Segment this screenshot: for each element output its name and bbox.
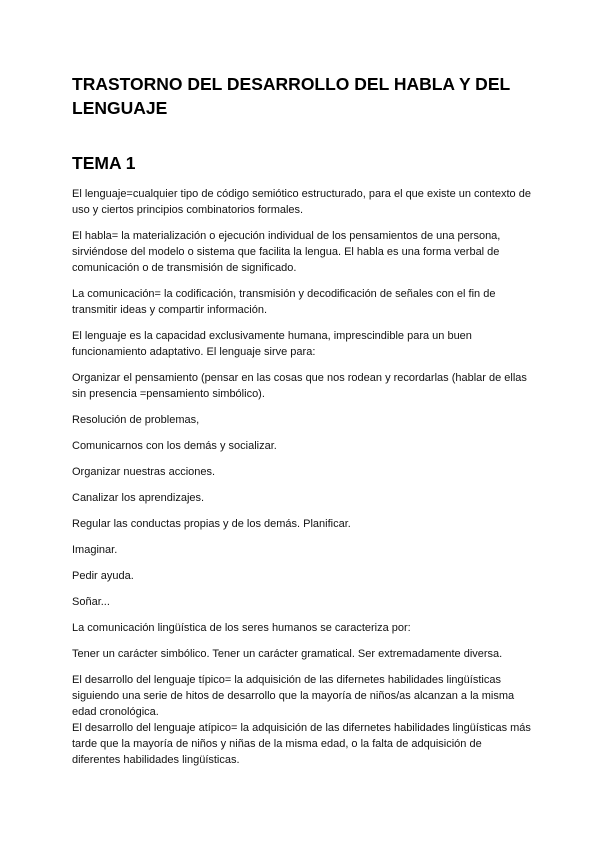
- paragraph-resolucion-problemas: Resolución de problemas,: [72, 414, 200, 426]
- document-title: TRASTORNO DEL DESARROLLO DEL HABLA Y DEL LENGUAJE: [72, 74, 510, 118]
- document-page: [72, 72, 532, 778]
- paragraph-comunicacion-definition: La comunicación= la codificación, transmisión y decodificación de señales con el fin de transmitir ideas y compartir información.: [72, 288, 496, 316]
- paragraph-organizar-acciones: Organizar nuestras acciones.: [72, 466, 216, 478]
- paragraph-comunicacion-linguistica: La comunicación lingüística de los seres humanos se caracteriza por:: [72, 622, 411, 634]
- paragraph-habla-definition: El habla= la materialización o ejecución individual de los pensamientos de una persona, sirviéndose del modelo o sistema que facilita la lengua. El habla es una forma verbal de comunicación o de transmisión de significado.: [72, 230, 501, 274]
- paragraph-organizar-pensamiento: Organizar el pensamiento (pensar en las cosas que nos rodean y recordarlas (hablar de ellas sin presencia =pensamiento simbólico).: [72, 372, 527, 400]
- paragraph-sonar: Soñar...: [72, 596, 110, 608]
- paragraph-pedir-ayuda: Pedir ayuda.: [72, 570, 134, 582]
- paragraph-imaginar: Imaginar.: [72, 544, 118, 556]
- paragraph-regular-conductas: Regular las conductas propias y de los demás. Planificar.: [72, 518, 351, 530]
- paragraph-caracteristicas: Tener un carácter simbólico. Tener un carácter gramatical. Ser extremadamente diversa.: [72, 648, 503, 660]
- paragraph-canalizar-aprendizajes: Canalizar los aprendizajes.: [72, 492, 205, 504]
- paragraph-desarrollo-tipico: El desarrollo del lenguaje típico= la adquisición de las difernetes habilidades lingüísticas siguiendo una serie de hitos de desarrollo que la mayoría de niños/as alcanzan a la misma edad cronológica.: [72, 674, 515, 718]
- paragraph-lenguaje-definition: El lenguaje=cualquier tipo de código semiótico estructurado, para el que existe un contexto de uso y ciertos principios combinatorios formales.: [72, 188, 531, 216]
- paragraph-desarrollo-atipico: El desarrollo del lenguaje atípico= la adquisición de las difernetes habilidades lingüísticas más tarde que la mayoría de niños y niñas de la misma edad, o la falta de adquisición de diferentes habilidades lingüísticas.: [72, 722, 531, 766]
- section-title: TEMA 1: [72, 153, 136, 173]
- paragraph-lenguaje-capacidad: El lenguaje es la capacidad exclusivamente humana, imprescindible para un buen funcionamiento adaptativo. El lenguaje sirve para:: [72, 330, 472, 358]
- paragraph-comunicarnos: Comunicarnos con los demás y socializar.: [72, 440, 277, 452]
